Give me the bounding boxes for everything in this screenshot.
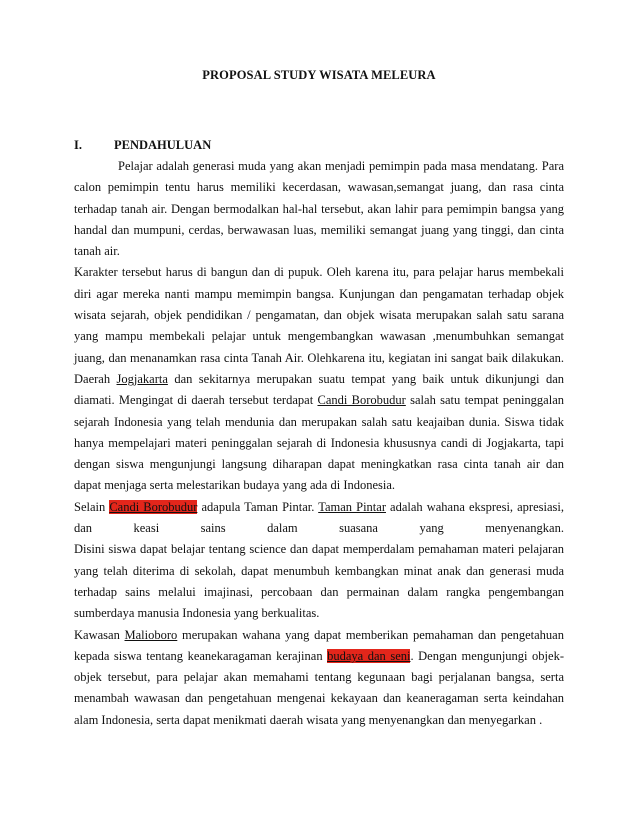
text-line: sumberdaya manusia Indonesia yang berkualitas.	[74, 606, 320, 621]
text-line: alam Indonesia, serta dapat menikmati daerah wisata yang menyenangkan dan menyegarkan .	[74, 712, 543, 727]
text-run: Selain	[74, 499, 110, 514]
text-line: yang telah diterima di sekolah, dapat menumbuh kembangkan minat anak dan generasi muda	[74, 563, 564, 578]
text-line: Pelajar adalah generasi muda yang akan menjadi pemimpin pada masa mendatang. Para	[118, 159, 564, 173]
text-line: wisata sejarah, objek pendidikan / pengamatan, dan objek wisata merupakan salah satu sarana	[74, 308, 564, 323]
text-line: dengan siswa mengunjungi langsung diharapan dapat meningkatkan rasa cinta tanah air dan	[74, 457, 564, 472]
text-run: dan sekitarnya merupakan suatu tempat yang baik untuk dikunjungi dan	[167, 371, 564, 386]
text-run: salah satu tempat peninggalan	[405, 393, 564, 408]
text-line: diri agar mereka nanti mampu memimpin bangsa. Kunjungan dan pengamatan terhadap objek	[74, 286, 564, 301]
text-line: objek tersebut, para pelajar akan memahami tentang kegunaan bagi perjalanan bangsa, serta	[74, 670, 564, 685]
text-line: Karakter tersebut harus di bangun dan di pupuk. Oleh karena itu, para pelajar harus membekali	[74, 265, 564, 280]
text-line: calon pemimpin tentu harus memiliki kecerdasan, wawasan,semangat juang, dan rasa cinta	[74, 180, 564, 195]
text-line: juang, dan menanamkan rasa cinta Tanah Air. Olehkarena itu, kegiatan ini sangat baik dilakukan.	[74, 350, 564, 365]
text-line: hanya mempelajari materi peninggalan sejarah di Indonesia khususnya candi di Jogjakarta, tapi	[74, 435, 564, 450]
place-taman-pintar: Taman Pintar	[318, 499, 386, 514]
text-line	[74, 390, 564, 411]
text-line: terhadap sains melalui imajinasi, percobaan dan permainan dalam rangka pengembangan	[74, 584, 564, 599]
text-run: Kawasan	[74, 627, 125, 642]
text-line: yang mampu membekali pelajar untuk mengembangkan wawasan ,menumbuhkan semangat	[74, 329, 564, 344]
text-run: Daerah	[74, 371, 117, 386]
highlight-budaya-dan-seni: budaya dan seni	[327, 648, 411, 663]
text-run: adalah wahana ekspresi, apresiasi,	[385, 499, 564, 514]
text-line	[74, 646, 564, 667]
text-line: menambah wawasan dan pengetahuan mengenai kekayaan dan keaneragaman serta keindahan	[74, 691, 564, 706]
highlight-candi-borobudur: Candi Borobudur	[109, 499, 198, 514]
text-line: handal dan mumpuni, cerdas, berwawasan luas, memiliki semangat juang yang tinggi, dan cinta	[74, 222, 564, 237]
section-title: PENDAHULUAN	[114, 138, 212, 152]
place-candi-borobudur: Candi Borobudur	[317, 393, 406, 408]
document-body	[74, 156, 564, 731]
text-line	[74, 625, 564, 646]
text-line: Disini siswa dapat belajar tentang science dan dapat memperdalam pemahaman materi pelajaran	[74, 542, 564, 557]
place-jogjakarta: Jogjakarta	[116, 371, 168, 386]
text-run: merupakan wahana yang dapat memberikan pemahaman dan pengetahuan	[177, 627, 564, 642]
place-malioboro: Malioboro	[124, 627, 178, 642]
text-line: tanah air.	[74, 244, 120, 259]
text-run: diamati. Mengingat di daerah tersebut terdapat	[74, 393, 318, 408]
text-line: dapat menjaga serta melestarikan budaya yang ada di Indonesia.	[74, 478, 396, 493]
text-line	[74, 369, 564, 390]
text-line	[74, 497, 564, 518]
text-run: . Dengan mengunjungi objek-	[410, 648, 564, 663]
text-run: kepada siswa tentang keanekaragaman kerajinan	[74, 648, 328, 663]
document-title: PROPOSAL STUDY WISATA MELEURA	[202, 68, 436, 82]
section-number: I.	[74, 138, 82, 152]
text-line: sejarah Indonesia yang telah mendunia dan merupakan salah satu keajaiban dunia. Siswa tidak	[74, 414, 564, 429]
text-line: dan keasi sains dalam suasana yang menyenangkan.	[74, 521, 564, 536]
text-run: adapula Taman Pintar.	[197, 499, 319, 514]
text-line: terhadap tanah air. Dengan bermodalkan hal-hal tersebut, akan lahir para pemimpin bangsa yang	[74, 201, 564, 216]
